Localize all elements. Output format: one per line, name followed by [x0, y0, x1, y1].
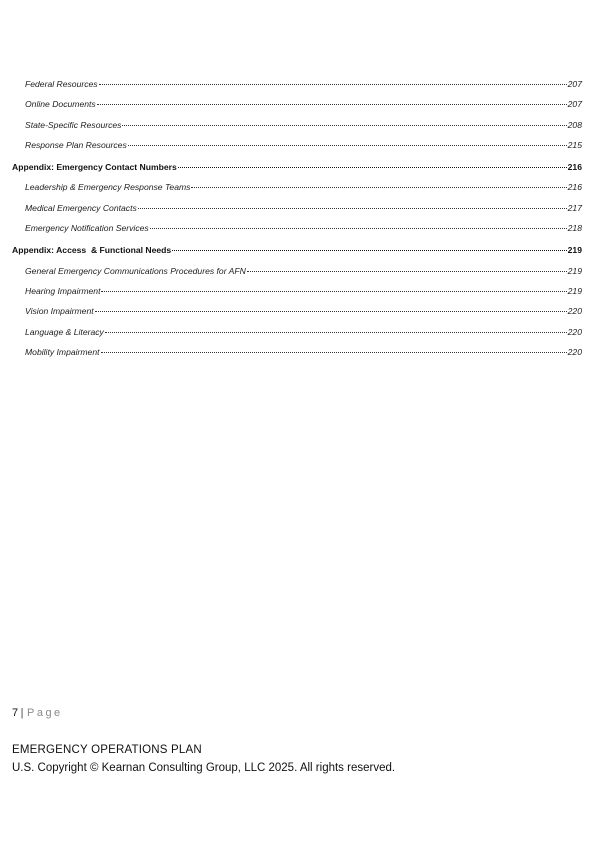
toc-entry-label: Vision Impairment: [25, 306, 94, 317]
toc-group-emergency-contacts: [12, 157, 582, 238]
dot-leader: [105, 332, 567, 333]
dot-leader: [138, 208, 567, 209]
toc-entry-label: Emergency Notification Services: [25, 223, 149, 234]
toc-heading-label: Appendix: Emergency Contact Numbers: [12, 162, 177, 173]
toc-entry-page: 215: [567, 139, 582, 150]
toc-entry[interactable]: [12, 261, 582, 281]
toc-entry-page: 217: [567, 202, 582, 213]
toc-entry-label: Mobility Impairment: [25, 346, 100, 357]
toc-entry-label: Leadership & Emergency Response Teams: [25, 182, 191, 193]
toc-entry[interactable]: [12, 198, 582, 218]
dot-leader: [128, 145, 567, 146]
toc-entry-page: 219: [567, 285, 582, 296]
dot-leader: [172, 250, 566, 251]
toc-entry-page: 219: [567, 265, 582, 276]
toc-entry[interactable]: [12, 281, 582, 301]
document-title: EMERGENCY OPERATIONS PLAN: [12, 744, 202, 756]
toc-entry[interactable]: [12, 322, 582, 342]
toc-heading[interactable]: [12, 157, 582, 177]
toc-entry[interactable]: [12, 177, 582, 197]
toc-entry-label: General Emergency Communications Procedures for AFN: [25, 265, 246, 276]
toc-entry[interactable]: [12, 342, 582, 362]
dot-leader: [178, 167, 567, 168]
toc-entry[interactable]: [12, 135, 582, 155]
toc-entry-page: 220: [567, 326, 582, 337]
page-separator: |: [20, 707, 25, 719]
toc-entry[interactable]: [12, 94, 582, 114]
page-footer: [12, 704, 588, 776]
toc-entry-label: Medical Emergency Contacts: [25, 202, 137, 213]
toc-entry-page: 218: [567, 223, 582, 234]
toc-heading-label: Appendix: Access & Functional Needs: [12, 245, 172, 256]
toc-heading-page: 216: [567, 162, 582, 173]
toc-entry-label: Online Documents: [25, 99, 96, 110]
dot-leader: [122, 125, 566, 126]
toc-entry-page: 207: [567, 99, 582, 110]
page-number: 7: [12, 707, 20, 719]
toc-heading-page: 219: [567, 245, 582, 256]
dot-leader: [101, 352, 567, 353]
toc-entry[interactable]: [12, 301, 582, 321]
dot-leader: [150, 228, 567, 229]
dot-leader: [95, 311, 567, 312]
toc-entry-page: 216: [567, 182, 582, 193]
dot-leader: [191, 187, 566, 188]
toc-group-access-functional-needs: [12, 240, 582, 362]
toc-entry-label: Hearing Impairment: [25, 285, 101, 296]
page-number-line: [12, 704, 588, 722]
dot-leader: [99, 84, 567, 85]
dot-leader: [101, 291, 566, 292]
toc-entry-page: 220: [567, 346, 582, 357]
toc-entry-page: 208: [567, 119, 582, 130]
toc-entry[interactable]: [12, 218, 582, 238]
dot-leader: [97, 104, 567, 105]
toc-entry-label: Federal Resources: [25, 79, 98, 89]
toc-entry-label: Response Plan Resources: [25, 139, 127, 150]
dot-leader: [247, 271, 567, 272]
copyright-notice: U.S. Copyright © Kearnan Consulting Group, LLC 2025. All rights reserved.: [12, 762, 396, 774]
table-of-contents: [12, 74, 582, 364]
toc-heading[interactable]: [12, 240, 582, 260]
toc-entry[interactable]: [12, 115, 582, 135]
toc-group-resources: [12, 74, 582, 155]
toc-entry-page: 207: [567, 79, 582, 89]
toc-entry[interactable]: [12, 74, 582, 94]
toc-entry-label: Language & Literacy: [25, 326, 104, 337]
page-word: Page: [26, 707, 63, 719]
toc-entry-label: State-Specific Resources: [25, 119, 122, 130]
toc-entry-page: 220: [567, 306, 582, 317]
